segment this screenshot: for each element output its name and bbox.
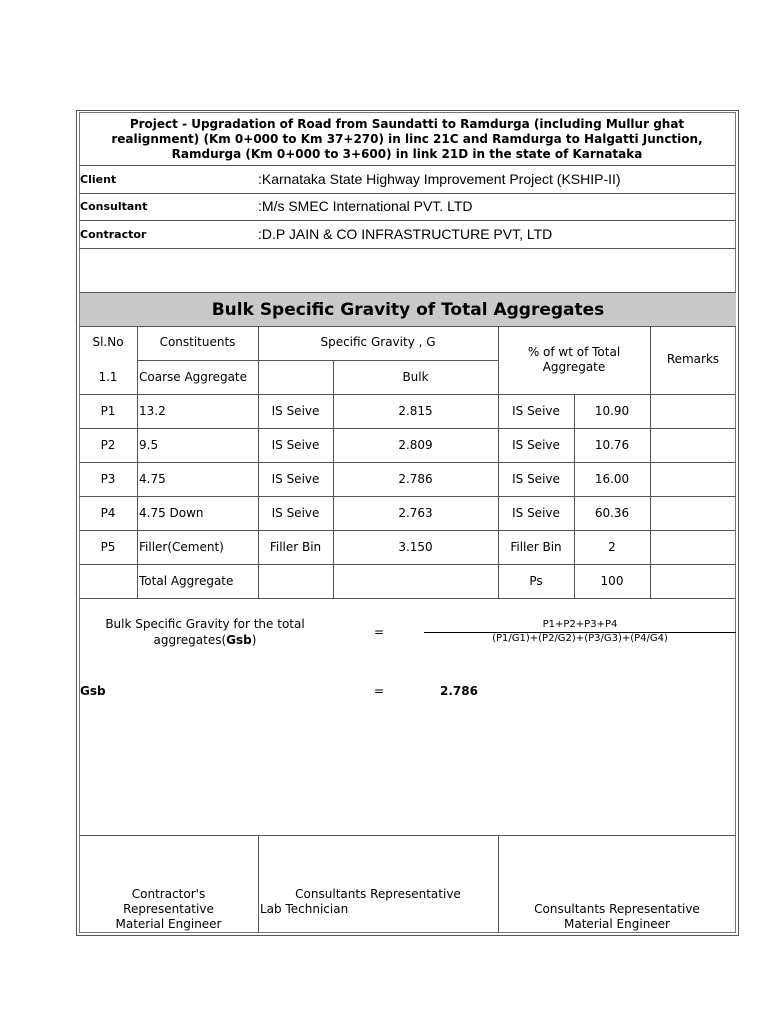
total-symbol: Ps — [529, 574, 543, 588]
cell-sieve: IS Seive — [271, 472, 320, 486]
contractor-value: :D.P JAIN & CO INFRASTRUCTURE PVT, LTD — [258, 226, 553, 242]
contractor-label: Contractor — [80, 228, 147, 241]
result-label: Gsb — [80, 684, 106, 698]
divider — [79, 193, 736, 194]
lab-sign-line1: Consultants Representative — [295, 887, 461, 901]
cell-sl: P3 — [100, 472, 116, 486]
cell-sieve: Filler Bin — [269, 540, 322, 554]
divider — [79, 220, 736, 221]
divider — [79, 165, 736, 166]
header-pct-wt-line1: % of wt of Total — [527, 345, 621, 359]
formula-numerator: P1+P2+P3+P4 — [542, 619, 618, 630]
cell-sl: P4 — [100, 506, 116, 520]
cell-sieve2: IS Seive — [512, 404, 560, 418]
formula-label-line2 — [85, 633, 325, 648]
formula-label-suffix: ) — [251, 633, 257, 647]
header-sub-slno: 1.1 — [98, 370, 118, 384]
formula-label-bold: Gsb — [226, 633, 252, 647]
table-line — [79, 530, 736, 531]
cell-bulk: 2.763 — [398, 506, 433, 520]
client-value: :Karnataka State Highway Improvement Project (KSHIP-II) — [258, 171, 621, 187]
project-title-line3: Ramdurga (Km 0+000 to 3+600) in link 21D in the state of Karnataka — [171, 147, 643, 161]
cell-pct: 10.76 — [594, 438, 630, 452]
formula-denominator: (P1/G1)+(P2/G2)+(P3/G3)+(P4/G4) — [492, 633, 668, 644]
cell-sl: P2 — [100, 438, 116, 452]
cell-bulk: 2.809 — [398, 438, 433, 452]
cell-sieve2: Filler Bin — [510, 540, 562, 554]
header-pct-wt-line2: Aggregate — [542, 360, 606, 374]
cell-constituent: 9.5 — [139, 438, 159, 452]
header-sub-constituent: Coarse Aggregate — [139, 370, 248, 384]
divider — [79, 326, 736, 327]
cell-constituent: 4.75 Down — [139, 506, 204, 520]
project-title-line1: Project - Upgradation of Road from Saundatti to Ramdurga (including Mullur ghat — [129, 117, 685, 131]
cell-constituent: 13.2 — [139, 404, 166, 418]
signature-divider — [258, 835, 259, 933]
cell-pct: 16.00 — [594, 472, 630, 486]
consultant-value: :M/s SMEC International PVT. LTD — [258, 198, 473, 214]
cell-pct: 2 — [608, 540, 616, 554]
cell-pct: 60.36 — [594, 506, 630, 520]
cell-sieve: IS Seive — [271, 438, 320, 452]
cell-sieve: IS Seive — [271, 404, 320, 418]
divider — [79, 835, 736, 836]
header-constituents: Constituents — [159, 335, 236, 349]
cell-sl: P1 — [100, 404, 116, 418]
header-remarks: Remarks — [666, 352, 720, 366]
table-line — [79, 428, 736, 429]
project-title-line2: realignment) (Km 0+000 to Km 37+270) in linc 21C and Ramdurga to Halgatti Junction, — [111, 132, 703, 146]
cell-sieve2: IS Seive — [512, 506, 560, 520]
client-label: Client — [80, 173, 117, 186]
header-slno: Sl.No — [92, 335, 124, 349]
header-bulk: Bulk — [402, 370, 429, 384]
material-sign-line1: Consultants Representative — [534, 902, 700, 916]
header-specific-gravity: Specific Gravity , G — [320, 335, 436, 349]
cell-pct: 10.90 — [594, 404, 630, 418]
result-value: 2.786 — [440, 684, 478, 698]
total-label: Total Aggregate — [139, 574, 234, 588]
cell-constituent: Filler(Cement) — [139, 540, 224, 554]
cell-sieve2: IS Seive — [512, 438, 560, 452]
cell-sieve: IS Seive — [271, 506, 320, 520]
contractor-sign-line3: Material Engineer — [115, 917, 222, 931]
total-value: 100 — [600, 574, 624, 588]
cell-bulk: 2.815 — [398, 404, 433, 418]
cell-bulk: 3.150 — [398, 540, 433, 554]
divider — [79, 248, 736, 249]
consultant-label: Consultant — [80, 200, 148, 213]
cell-constituent: 4.75 — [139, 472, 166, 486]
formula-label-line1: Bulk Specific Gravity for the total — [105, 617, 305, 631]
table-line — [79, 598, 736, 599]
material-sign-line2: Material Engineer — [563, 917, 670, 931]
formula-label-prefix: aggregates( — [153, 633, 227, 647]
table-line — [79, 564, 736, 565]
table-line — [137, 326, 138, 598]
table-line — [79, 462, 736, 463]
table-line — [79, 496, 736, 497]
formula-equals: = — [374, 625, 385, 639]
cell-bulk: 2.786 — [398, 472, 433, 486]
table-line — [79, 394, 736, 395]
result-equals: = — [374, 684, 385, 698]
cell-sl: P5 — [100, 540, 116, 554]
table-line — [137, 360, 498, 361]
lab-sign-line2: Lab Technician — [260, 902, 349, 916]
contractor-sign-line2: Representative — [123, 902, 214, 916]
table-line — [258, 326, 259, 598]
contractor-sign-line1: Contractor's — [131, 887, 206, 901]
page-title: Bulk Specific Gravity of Total Aggregates — [211, 300, 605, 320]
table-line — [574, 394, 575, 598]
cell-sieve2: IS Seive — [512, 472, 560, 486]
